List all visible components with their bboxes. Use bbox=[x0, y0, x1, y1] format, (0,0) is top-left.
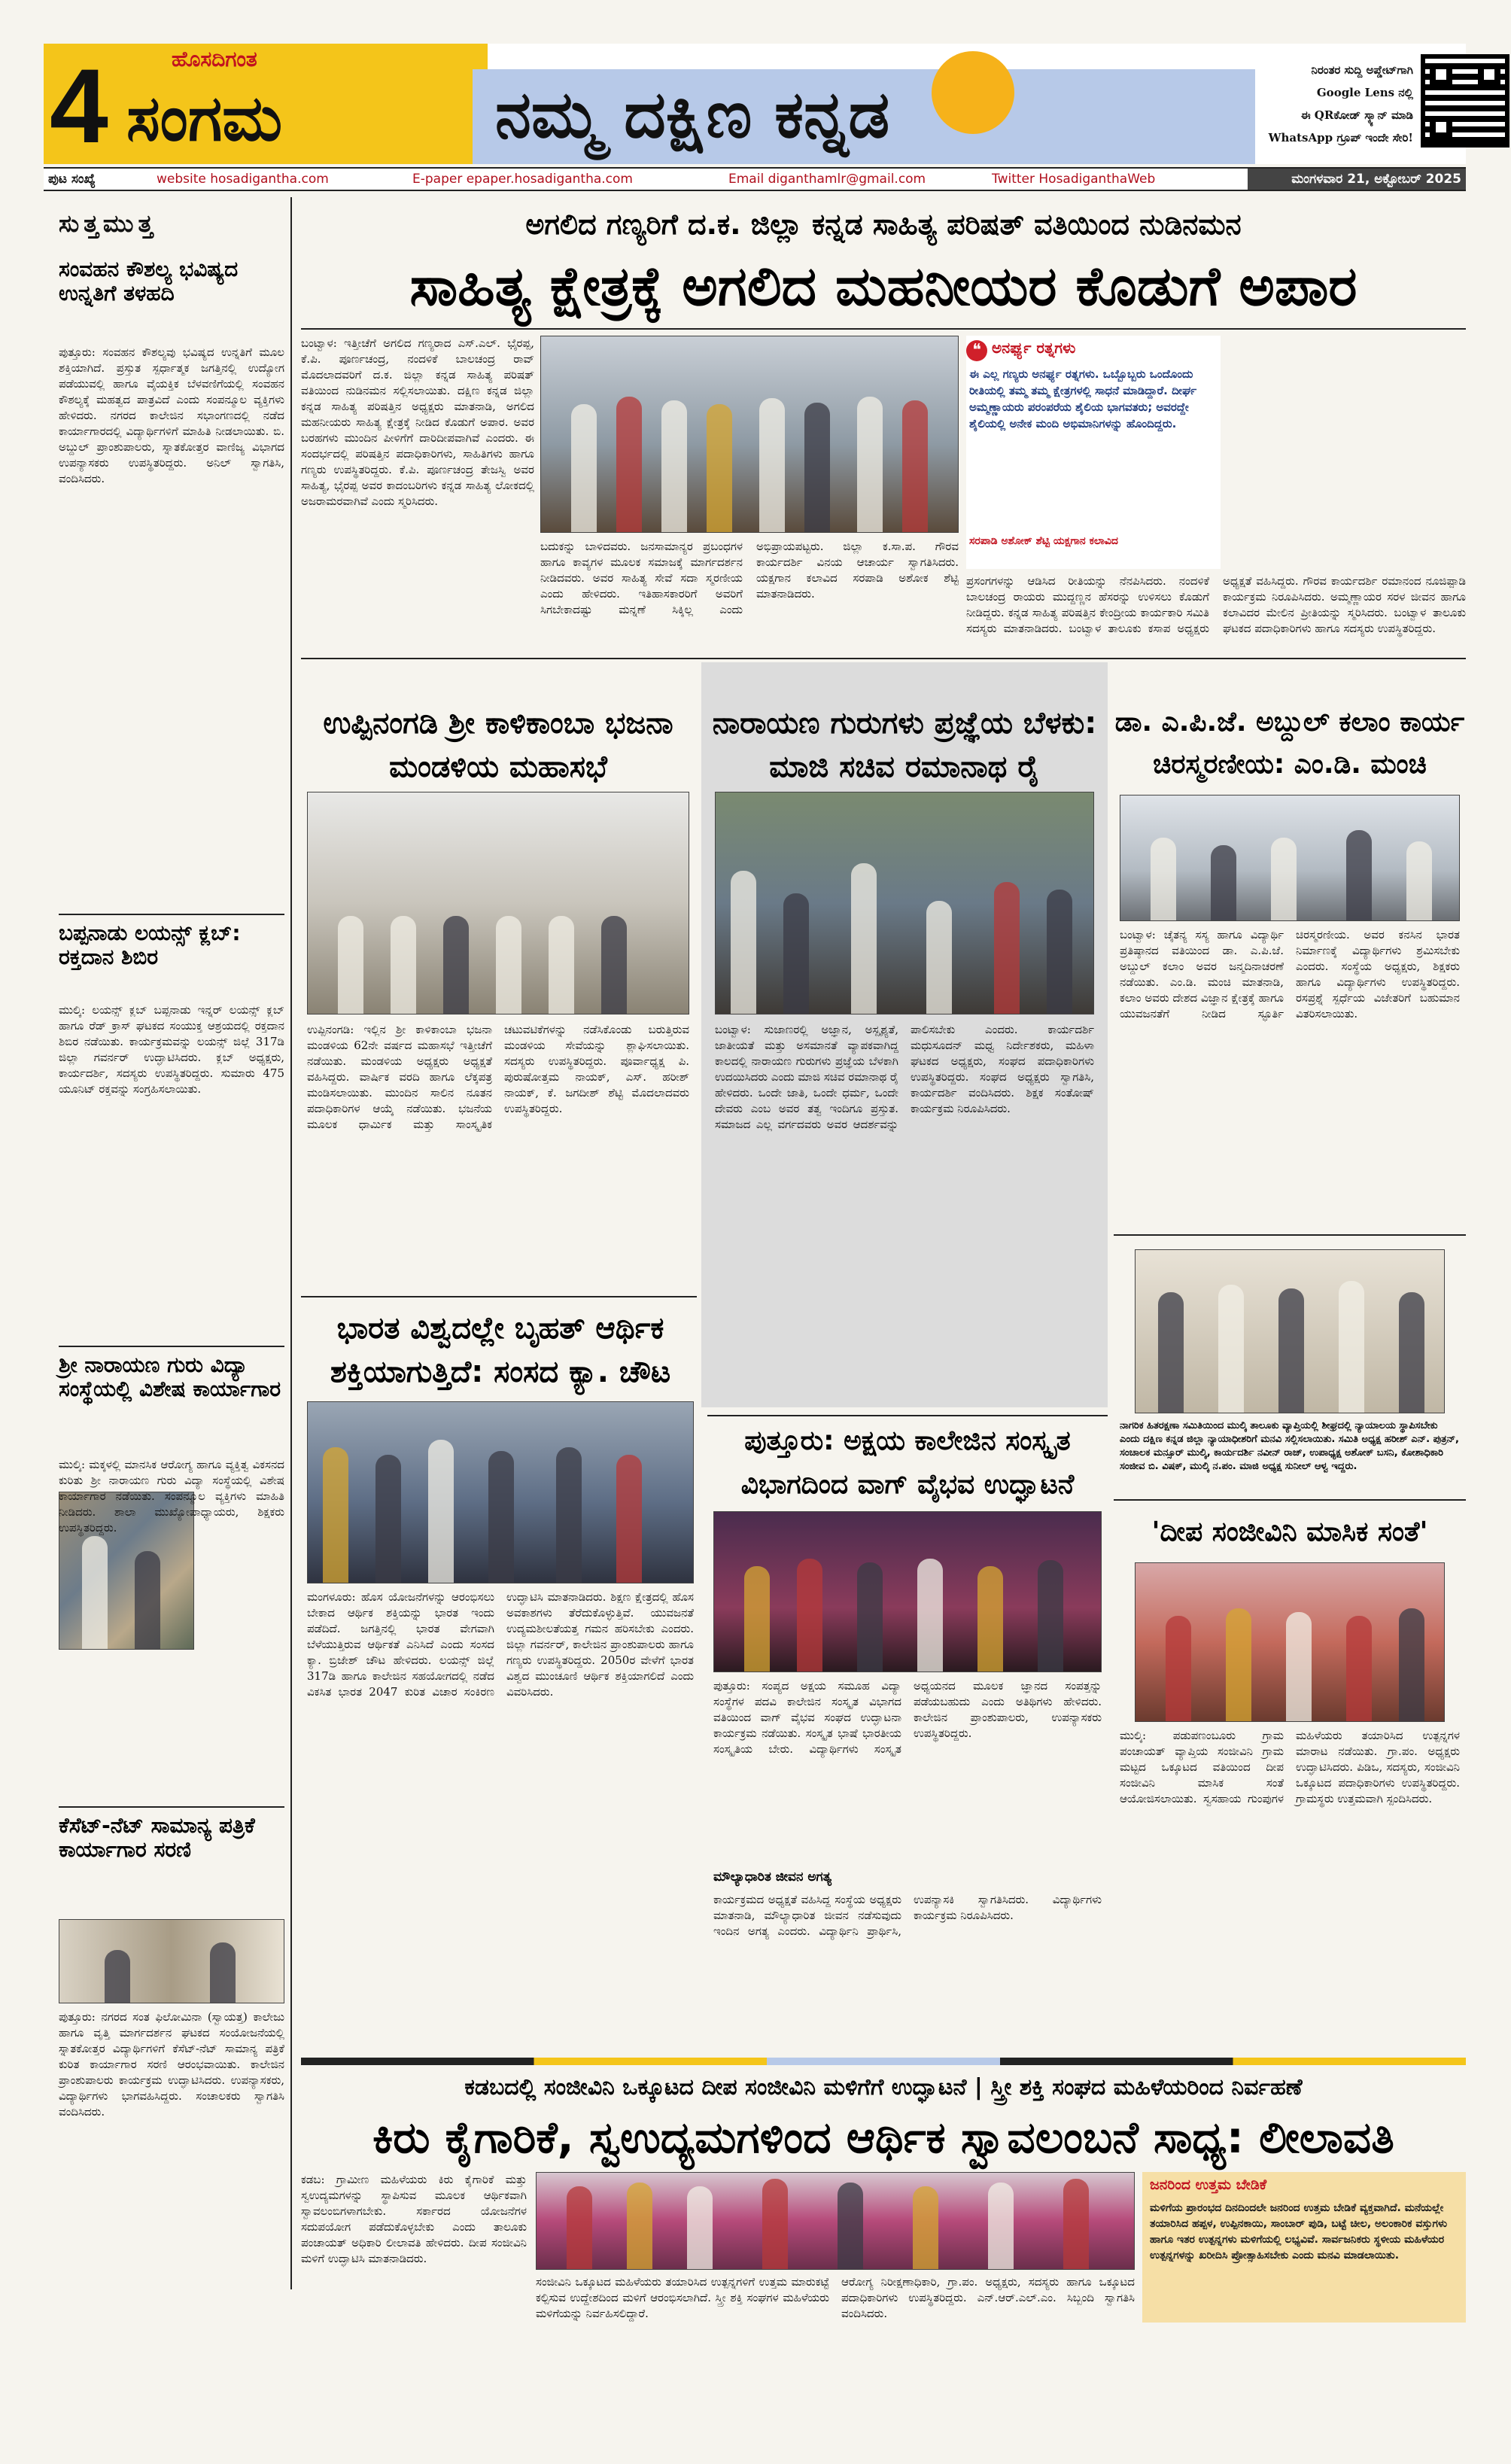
story-headline: ಕೆಸೆಟ್-ನೆಟ್ ಸಾಮಾನ್ಯ ಪತ್ರಿಕೆ ಕಾರ್ಯಾಗಾರ ಸರಣಿ bbox=[59, 1813, 255, 1863]
twitter-link[interactable]: Twitter HosadiganthaWeb bbox=[992, 172, 1156, 187]
story-court bbox=[1114, 1234, 1466, 1499]
story-headline: ಬಪ್ಪನಾಡು ಲಯನ್ಸ್ ಕ್ಲಬ್: ರಕ್ತದಾನ ಶಿಬಿರ bbox=[59, 920, 241, 970]
bottom-body-c: ಆರೋಗ್ಯ ನಿರೀಕ್ಷಣಾಧಿಕಾರಿ, ಗ್ರಾ.ಪಂ. ಅಧ್ಯಕ್ಷರು, ಸದಸ್ಯರು ಹಾಗೂ ಒಕ್ಕೂಟದ ಪದಾಧಿಕಾರಿಗಳು ಉಪಸ್ಥಿತರಿದ್ದರು. ಎನ್.ಆರ್.ಎಲ್.ಎಂ. ಸಿಬ್ಬಂದಿ ಸ್ವಾಗತಿಸಿ ವಂದಿಸಿದರು. bbox=[841, 2275, 1135, 2320]
bottom-body-b: ಸಂಜೀವಿನಿ ಒಕ್ಕೂಟದ ಮಹಿಳೆಯರು ತಯಾರಿಸಿದ ಉತ್ಪನ್ನಗಳಿಗೆ ಉತ್ತಮ ಮಾರುಕಟ್ಟೆ ಕಲ್ಪಿಸುವ ಉದ್ದೇಶದಿಂದ ಮಳಿಗೆ ಆರಂಭಿಸಲಾಗಿದೆ. ಸ್ತ್ರೀ ಶಕ್ತಿ ಸಂಘಗಳ ಮಹಿಳೆಯರು ಮಳಿಗೆಯನ್ನು ನಿರ್ವಹಿಸಲಿದ್ದಾರೆ. bbox=[536, 2275, 829, 2320]
demand-box-title: ಜನರಿಂದ ಉತ್ತಮ ಬೇಡಿಕೆ bbox=[1150, 2177, 1267, 2193]
website-link[interactable]: website hosadigantha.com bbox=[157, 172, 329, 187]
story-body: ಪುತ್ತೂರು: ನಗರದ ಸಂತ ಫಿಲೋಮಿನಾ (ಸ್ವಾಯತ್ತ) ಕಾಲೇಜು ಹಾಗೂ ವೃತ್ತಿ ಮಾರ್ಗದರ್ಶನ ಘಟಕದ ಸಂಯೋಜನೆಯಲ್ಲಿ ಸ್ನಾತಕೋತ್ತರ ವಿದ್ಯಾರ್ಥಿಗಳಿಗೆ ಕೆಸೆಟ್-ನೆಟ್ ಸಾಮಾನ್ಯ ಪತ್ರಿಕೆ ಕುರಿತ ಕಾರ್ಯಾಗಾರ ಸರಣಿ ಆರಂಭವಾಯಿತು. ಕಾಲೇಜಿನ ಪ್ರಾಂಶುಪಾಲರು ಕಾರ್ಯಕ್ರಮ ಉದ್ಘಾಟಿಸಿದರು. ಉಪನ್ಯಾಸಕರು, ವಿದ್ಯಾರ್ಥಿಗಳು ಭಾಗವಹಿಸಿದ್ದರು. ಸಂಚಾಲಕರು ಸ್ವಾಗತಿಸಿ ವಂದಿಸಿದರು. bbox=[59, 2010, 284, 2119]
story-body-2: ಕಾರ್ಯಕ್ರಮದ ಅಧ್ಯಕ್ಷತೆ ವಹಿಸಿದ್ದ ಸಂಸ್ಥೆಯ ಅಧ್ಯಕ್ಷರು ಮಾತನಾಡಿ, ಮೌಲ್ಯಾಧಾರಿತ ಜೀವನ ನಡೆಸುವುದು ಇಂದಿನ ಅಗತ್ಯ ಎಂದರು. ವಿದ್ಯಾರ್ಥಿನಿ ಪ್ರಾರ್ಥಿಸಿ, ಉಪನ್ಯಾಸಕಿ ಸ್ವಾಗತಿಸಿದರು. ವಿದ್ಯಾರ್ಥಿಗಳು ಕಾರ್ಯಕ್ರಮ ನಿರೂಪಿಸಿದರು. bbox=[713, 1893, 1102, 1938]
lead-body-b: ಬದುಕನ್ನು ಬಾಳಿದವರು. ಜನಸಾಮಾನ್ಯರ ಪ್ರಬಂಧಗಳ ಹಾಗೂ ಕಾವ್ಯಗಳ ಮೂಲಕ ಸಮಾಜಕ್ಕೆ ಮಾರ್ಗದರ್ಶನ ನೀಡಿದವರು. ಅವರ ಸಾಹಿತ್ಯ ಸೇವೆ ಸದಾ ಸ್ಮರಣೀಯ ಎಂದು ಹೇಳಿದರು. ಇತಿಹಾಸಕಾರರಿಗೆ ಅವರಿಗೆ ಸಿಗಬೇಕಾದಷ್ಟು ಮನ್ನಣೆ ಸಿಕ್ಕಿಲ್ಲ ಎಂದು ಅಭಿಪ್ರಾಯಪಟ್ಟರು. ಜಿಲ್ಲಾ ಕ.ಸಾ.ಪ. ಗೌರವ ಕಾರ್ಯದರ್ಶಿ ವಿನಯ ಆಚಾರ್ಯ ಸ್ವಾಗತಿಸಿದರು. ಯಕ್ಷಗಾನ ಕಲಾವಿದ ಸರಪಾಡಿ ಅಶೋಕ ಶೆಟ್ಟಿ ಮಾತನಾಡಿದರು. bbox=[540, 540, 959, 616]
story-headline: ಉಪ್ಪಿನಂಗಡಿ ಶ್ರೀ ಕಾಳಿಕಾಂಬಾ ಭಜನಾ ಮಂಡಳಿಯ ಮಹಾಸಭೆ bbox=[323, 706, 673, 784]
promo-box bbox=[1263, 59, 1413, 157]
story-body: ಬಂಟ್ವಾಳ: ಸುಜಾಣರಲ್ಲಿ ಅಜ್ಞಾನ, ಅಸ್ಪೃಶ್ಯತೆ, ಜಾತೀಯತೆ ಮತ್ತು ಅಸಮಾನತೆ ವ್ಯಾಪಕವಾಗಿದ್ದ ಕಾಲದಲ್ಲಿ ನಾರಾಯಣ ಗುರುಗಳು ಪ್ರಜ್ಞೆಯ ಬೆಳಕಾಗಿ ಉದಯಿಸಿದರು ಎಂದು ಮಾಜಿ ಸಚಿವ ರಮಾನಾಥ ರೈ ಹೇಳಿದರು. ಒಂದೇ ಜಾತಿ, ಒಂದೇ ಧರ್ಮ, ಒಂದೇ ದೇವರು ಎಂಬ ಅವರ ತತ್ವ ಇಂದಿಗೂ ಪ್ರಸ್ತುತ. ಸಮಾಜದ ಎಲ್ಲ ವರ್ಗದವರು ಅವರ ಆದರ್ಶವನ್ನು ಪಾಲಿಸಬೇಕು ಎಂದರು. ಕಾರ್ಯದರ್ಶಿ ಮಧುಸೂದನ್ ಮಧ್ವ ನಿರ್ದೇಶಕರು, ಮಹಿಳಾ ಘಟಕದ ಅಧ್ಯಕ್ಷರು, ಸಂಘದ ಪದಾಧಿಕಾರಿಗಳು ಉಪಸ್ಥಿತರಿದ್ದರು. ಸಂಘದ ಅಧ್ಯಕ್ಷರು ಸ್ವಾಗತಿಸಿ, ಕಾರ್ಯದರ್ಶಿ ವಂದಿಸಿದರು. ಶಿಕ್ಷಕ ಸಂತೋಷ್ ಕಾರ್ಯಕ್ರಮ ನಿರೂಪಿಸಿದರು. bbox=[715, 1023, 1094, 1131]
lead-body-a: ಬಂಟ್ವಾಳ: ಇತ್ತೀಚೆಗೆ ಅಗಲಿದ ಗಣ್ಯರಾದ ಎಸ್.ಎಲ್. ಭೈರಪ್ಪ, ಕೆ.ಪಿ. ಪೂರ್ಣಚಂದ್ರ, ನಂದಳಿಕೆ ಬಾಲಚಂದ್ರ ರಾವ್ ಮೊದಲಾದವರಿಗೆ ದ.ಕ. ಜಿಲ್ಲಾ ಕನ್ನಡ ಸಾಹಿತ್ಯ ಪರಿಷತ್ ವತಿಯಿಂದ ನುಡಿನಮನ ಸಲ್ಲಿಸಲಾಯಿತು. ದಕ್ಷಿಣ ಕನ್ನಡ ಜಿಲ್ಲಾ ಕನ್ನಡ ಸಾಹಿತ್ಯ ಪರಿಷತ್ತಿನ ಅಧ್ಯಕ್ಷರು ಮಾತನಾಡಿ, ಅಗಲಿದ ಮಹನೀಯರು ಸಾಹಿತ್ಯ ಕ್ಷೇತ್ರಕ್ಕೆ ನೀಡಿದ ಕೊಡುಗೆ ಅಪಾರ. ಅವರ ಬರಹಗಳು ಮುಂದಿನ ಪೀಳಿಗೆಗೆ ದಾರಿದೀಪವಾಗಿವೆ ಎಂದರು. ಈ ಸಂದರ್ಭದಲ್ಲಿ ಪರಿಷತ್ತಿನ ಪದಾಧಿಕಾರಿಗಳು, ಸಾಹಿತಿಗಳು ಹಾಗೂ ಗಣ್ಯರು ಉಪಸ್ಥಿತರಿದ್ದರು. ಕೆ.ಪಿ. ಪೂರ್ಣಚಂದ್ರ ತೇಜಸ್ವಿ ಅವರ ಸಾಹಿತ್ಯ, ಭೈರಪ್ಪ ಅವರ ಕಾದಂಬರಿಗಳು ಕನ್ನಡ ಸಾಹಿತ್ಯ ಲೋಕದಲ್ಲಿ ಅಜರಾಮರವಾಗಿವೆ ಎಂದು ಸ್ಮರಿಸಿದರು. bbox=[301, 336, 534, 508]
story-ramanath bbox=[701, 662, 1108, 1407]
lead-photo bbox=[540, 336, 959, 533]
promo-line: ನಿರಂತರ ಸುದ್ದಿ ಅಪ್ಡೇಟ್‌ಗಾಗಿ bbox=[1311, 63, 1413, 77]
story-body: ಉಪ್ಪಿನಂಗಡಿ: ಇಲ್ಲಿನ ಶ್ರೀ ಕಾಳಿಕಾಂಬಾ ಭಜನಾ ಮಂಡಳಿಯ 62ನೇ ವರ್ಷದ ಮಹಾಸಭೆ ಇತ್ತೀಚೆಗೆ ನಡೆಯಿತು. ಮಂಡಳಿಯ ಅಧ್ಯಕ್ಷರು ಅಧ್ಯಕ್ಷತೆ ವಹಿಸಿದ್ದರು. ವಾರ್ಷಿಕ ವರದಿ ಹಾಗೂ ಲೆಕ್ಕಪತ್ರ ಮಂಡಿಸಲಾಯಿತು. ಮುಂದಿನ ಸಾಲಿನ ನೂತನ ಪದಾಧಿಕಾರಿಗಳ ಆಯ್ಕೆ ನಡೆಯಿತು. ಭಜನೆಯ ಮೂಲಕ ಧಾರ್ಮಿಕ ಮತ್ತು ಸಾಂಸ್ಕೃತಿಕ ಚಟುವಟಿಕೆಗಳನ್ನು ನಡೆಸಿಕೊಂಡು ಬರುತ್ತಿರುವ ಮಂಡಳಿಯ ಸೇವೆಯನ್ನು ಶ್ಲಾಘಿಸಲಾಯಿತು. ಸದಸ್ಯರು ಉಪಸ್ಥಿತರಿದ್ದರು. ಪೂರ್ವಾಧ್ಯಕ್ಷ ಪಿ. ಪುರುಷೋತ್ತಮ ನಾಯಕ್, ಎಸ್. ಹರೀಶ್ ನಾಯಕ್, ಕೆ. ಜಗದೀಶ್ ಶೆಟ್ಟಿ ಮೊದಲಾದವರು ಉಪಸ್ಥಿತರಿದ್ದರು. bbox=[307, 1023, 689, 1131]
market-stall-photo bbox=[1135, 1562, 1445, 1722]
demand-box bbox=[1142, 2172, 1466, 2323]
story-headline: ಪುತ್ತೂರು: ಅಕ್ಷಯ ಕಾಲೇಜಿನ ಸಂಸ್ಕೃತ ವಿಭಾಗದಿಂದ ವಾಗ್ ವೈಭವ ಉದ್ಘಾಟನೆ bbox=[740, 1425, 1075, 1500]
epaper-link[interactable]: E-paper epaper.hosadigantha.com bbox=[412, 172, 633, 187]
story-chowta bbox=[301, 1299, 700, 2052]
story-body: ಮಂಗಳೂರು: ಹೊಸ ಯೋಜನೆಗಳನ್ನು ಆರಂಭಿಸಲು ಬೇಕಾದ ಆರ್ಥಿಕ ಶಕ್ತಿಯನ್ನು ಭಾರತ ಇಂದು ಪಡೆದಿದೆ. ಜಗತ್ತಿನಲ್ಲಿ ಭಾರತ ವೇಗವಾಗಿ ಬೆಳೆಯುತ್ತಿರುವ ಆರ್ಥಿಕತೆ ಎನಿಸಿದೆ ಎಂದು ಸಂಸದ ಕ್ಯಾ. ಬ್ರಿಜೇಶ್ ಚೌಟ ಹೇಳಿದರು. ಲಯನ್ಸ್ ಜಿಲ್ಲೆ 317ಡಿ ಹಾಗೂ ಕಾಲೇಜಿನ ಸಹಯೋಗದಲ್ಲಿ ನಡೆದ ವಿಕಸಿತ ಭಾರತ 2047 ಕುರಿತ ವಿಚಾರ ಸಂಕಿರಣ ಉದ್ಘಾಟಿಸಿ ಮಾತನಾಡಿದರು. ಶಿಕ್ಷಣ ಕ್ಷೇತ್ರದಲ್ಲಿ ಹೊಸ ಅವಕಾಶಗಳು ತೆರೆದುಕೊಳ್ಳುತ್ತಿವೆ. ಯುವಜನತೆ ಉದ್ಯಮಶೀಲತೆಯತ್ತ ಗಮನ ಹರಿಸಬೇಕು ಎಂದರು. ಜಿಲ್ಲಾ ಗವರ್ನರ್, ಕಾಲೇಜಿನ ಪ್ರಾಂಶುಪಾಲರು ಹಾಗೂ ಗಣ್ಯರು ಉಪಸ್ಥಿತರಿದ್ದರು. 2050ರ ವೇಳೆಗೆ ಭಾರತ ವಿಶ್ವದ ಮುಂಚೂಣಿ ಆರ್ಥಿಕ ಶಕ್ತಿಯಾಗಲಿದೆ ಎಂದು ವಿವರಿಸಿದರು. bbox=[307, 1590, 694, 1699]
masthead bbox=[44, 44, 1466, 164]
memorandum-photo bbox=[1135, 1249, 1445, 1413]
quote-box bbox=[966, 336, 1221, 569]
issue-date: ಮಂಗಳವಾರ 21, ಅಕ್ಟೋಬರ್ 2025 bbox=[1248, 169, 1466, 190]
quote-author: ಸರಪಾಡಿ ಅಶೋಕ್ ಶೆಟ್ಟಿ ಯಕ್ಷಗಾನ ಕಲಾವಿದ bbox=[969, 535, 1118, 547]
story-body: ಬಂಟ್ವಾಳ: ಚೈತನ್ಯ ಸಸ್ಯ ಹಾಗೂ ವಿದ್ಯಾರ್ಥಿ ಪ್ರತಿಷ್ಠಾನದ ವತಿಯಿಂದ ಡಾ. ಎ.ಪಿ.ಜೆ. ಅಬ್ದುಲ್ ಕಲಾಂ ಅವರ ಜನ್ಮದಿನಾಚರಣೆ ನಡೆಯಿತು. ಎಂ.ಡಿ. ಮಂಚಿ ಮಾತನಾಡಿ, ಕಲಾಂ ಅವರು ದೇಶದ ವಿಜ್ಞಾನ ಕ್ಷೇತ್ರಕ್ಕೆ ಹಾಗೂ ಯುವಜನತೆಗೆ ನೀಡಿದ ಸ್ಫೂರ್ತಿ ಚಿರಸ್ಮರಣೀಯ. ಅವರ ಕನಸಿನ ಭಾರತ ನಿರ್ಮಾಣಕ್ಕೆ ವಿದ್ಯಾರ್ಥಿಗಳು ಶ್ರಮಿಸಬೇಕು ಎಂದರು. ಸಂಸ್ಥೆಯ ಅಧ್ಯಕ್ಷರು, ಶಿಕ್ಷಕರು ಹಾಗೂ ವಿದ್ಯಾರ್ಥಿಗಳು ಉಪಸ್ಥಿತರಿದ್ದರು. ರಸಪ್ರಶ್ನೆ ಸ್ಪರ್ಧೆಯ ವಿಜೇತರಿಗೆ ಬಹುಮಾನ ವಿತರಿಸಲಾಯಿತು. bbox=[1120, 928, 1460, 1021]
story-headline: ಡಾ. ಎ.ಪಿ.ಜೆ. ಅಬ್ದುಲ್ ಕಲಾಂ ಕಾರ್ಯ ಚಿರಸ್ಮರಣೀಯ: ಎಂ.ಡಿ. ಮಂಚಿ bbox=[1114, 707, 1465, 780]
promo-line: ಈ QRಕೋಡ್ ಸ್ಕ್ಯಾನ್ ಮಾಡಿ bbox=[1300, 108, 1413, 122]
promo-line: Google Lens ನಲ್ಲಿ bbox=[1316, 86, 1413, 99]
page-number: 4 bbox=[50, 47, 108, 165]
story-body: ಮುಲ್ಕಿ: ಲಯನ್ಸ್ ಕ್ಲಬ್ ಬಪ್ಪನಾಡು ಇನ್ನರ್ ಲಯನ್ಸ್ ಕ್ಲಬ್ ಹಾಗೂ ರೆಡ್ ಕ್ರಾಸ್ ಘಟಕದ ಸಂಯುಕ್ತ ಆಶ್ರಯದಲ್ಲಿ ರಕ್ತದಾನ ಶಿಬಿರ ನಡೆಯಿತು. ಕಾರ್ಯಕ್ರಮವನ್ನು ಲಯನ್ಸ್ ಜಿಲ್ಲೆ 317ಡಿ ಜಿಲ್ಲಾ ಗವರ್ನರ್ ಉದ್ಘಾಟಿಸಿದರು. ಕ್ಲಬ್ ಅಧ್ಯಕ್ಷರು, ಕಾರ್ಯದರ್ಶಿ, ಸದಸ್ಯರು ಉಪಸ್ಥಿತರಿದ್ದರು. ಸುಮಾರು 475 ಯೂನಿಟ್ ರಕ್ತವನ್ನು ಸಂಗ್ರಹಿಸಲಾಯಿತು. bbox=[59, 1003, 284, 1096]
qr-code-icon[interactable] bbox=[1421, 54, 1509, 148]
story-headline: ಭಾರತ ವಿಶ್ವದಲ್ಲೇ ಬೃಹತ್ ಆರ್ಥಿಕ ಶಕ್ತಿಯಾಗುತ್ತಿದೆ: ಸಂಸದ ಕ್ಯಾ. ಚೌಟ bbox=[330, 1311, 671, 1389]
seminar-photo bbox=[59, 1919, 284, 2003]
brand-small: ಹೊಸದಿಗಂತ bbox=[172, 47, 257, 71]
stage-photo bbox=[713, 1511, 1102, 1672]
info-bar bbox=[44, 167, 1466, 191]
quote-icon: ❝ bbox=[966, 340, 987, 361]
story-body: ಪುತ್ತೂರು: ಸಂಪ್ಯದ ಅಕ್ಷಯ ಸಮೂಹ ವಿದ್ಯಾ ಸಂಸ್ಥೆಗಳ ಪದವಿ ಕಾಲೇಜಿನ ಸಂಸ್ಕೃತ ವಿಭಾಗದ ವತಿಯಿಂದ ವಾಗ್ ವೈಭವ ಸಂಘದ ಉದ್ಘಾಟನಾ ಕಾರ್ಯಕ್ರಮ ನಡೆಯಿತು. ಸಂಸ್ಕೃತ ಭಾಷೆ ಭಾರತೀಯ ಸಂಸ್ಕೃತಿಯ ಬೇರು. ವಿದ್ಯಾರ್ಥಿಗಳು ಸಂಸ್ಕೃತ ಅಧ್ಯಯನದ ಮೂಲಕ ಜ್ಞಾನದ ಸಂಪತ್ತನ್ನು ಪಡೆಯಬಹುದು ಎಂದು ಅತಿಥಿಗಳು ಹೇಳಿದರು. ಕಾಲೇಜಿನ ಪ್ರಾಂಶುಪಾಲರು, ಉಪನ್ಯಾಸಕರು ಉಪಸ್ಥಿತರಿದ್ದರು. bbox=[713, 1679, 1102, 1756]
email-link[interactable]: Email diganthamlr@gmail.com bbox=[728, 172, 926, 187]
court-caption: ನಾಗರಿಕ ಹಿತರಕ್ಷಣಾ ಸಮಿತಿಯಿಂದ ಮುಲ್ಕಿ ತಾಲೂಕು ವ್ಯಾಪ್ತಿಯಲ್ಲಿ ಶೀಘ್ರದಲ್ಲಿ ನ್ಯಾಯಾಲಯ ಸ್ಥಾಪಿಸಬೇಕು ಎಂದು ದಕ್ಷಿಣ ಕನ್ನಡ ಜಿಲ್ಲಾ ನ್ಯಾಯಾಧೀಶರಿಗೆ ಮನವಿ ಸಲ್ಲಿಸಲಾಯಿತು. ಸಮಿತಿ ಅಧ್ಯಕ್ಷ ಹರೀಶ್ ಎನ್. ಪುತ್ರನ್, ಸಂಚಾಲಕ ಮನ್ಸೂರ್ ಮುಲ್ಕಿ, ಕಾರ್ಯದರ್ಶಿ ನವೀನ್ ರಾಜ್, ಉಪಾಧ್ಯಕ್ಷ ಅಶೋಕ್ ಬಸನಿ, ಕೋಶಾಧಿಕಾರಿ ಸಂಜೀವ ಬಿ. ವಿಷಕ್, ಮುಲ್ಕಿ ನ.ಪಂ. ಮಾಜಿ ಅಧ್ಯಕ್ಷ ಸುನೀಲ್ ಆಳ್ವ ಇದ್ದರು. bbox=[1120, 1420, 1459, 1472]
section-title: ನಮ್ಮ ದಕ್ಷಿಣ ಕನ್ನಡ bbox=[495, 78, 890, 153]
story-headline: 'ದೀಪ ಸಂಜೀವಿನಿ ಮಾಸಿಕ ಸಂತೆ' bbox=[1151, 1516, 1428, 1547]
story-kalam bbox=[1114, 662, 1466, 1234]
bottom-body-a: ಕಡಬ: ಗ್ರಾಮೀಣ ಮಹಿಳೆಯರು ಕಿರು ಕೈಗಾರಿಕೆ ಮತ್ತು ಸ್ವಉದ್ಯಮಗಳನ್ನು ಸ್ಥಾಪಿಸುವ ಮೂಲಕ ಆರ್ಥಿಕವಾಗಿ ಸ್ವಾವಲಂಬಿಗಳಾಗಬೇಕು. ಸರ್ಕಾರದ ಯೋಜನೆಗಳ ಸದುಪಯೋಗ ಪಡೆದುಕೊಳ್ಳಬೇಕು ಎಂದು ತಾಲೂಕು ಪಂಚಾಯತ್ ಅಧಿಕಾರಿ ಲೀಲಾವತಿ ಹೇಳಿದರು. ದೀಪ ಸಂಜೀವಿನಿ ಮಳಿಗೆ ಉದ್ಘಾಟಿಸಿ ಮಾತನಾಡಿದರು. bbox=[301, 2173, 527, 2265]
story-kalikamba bbox=[301, 662, 695, 1293]
demand-box-body: ಮಳಿಗೆಯ ಪ್ರಾರಂಭದ ದಿನದಿಂದಲೇ ಜನರಿಂದ ಉತ್ತಮ ಬೇಡಿಕೆ ವ್ಯಕ್ತವಾಗಿದೆ. ಮನೆಯಲ್ಲೇ ತಯಾರಿಸಿದ ಹಪ್ಪಳ, ಉಪ್ಪಿನಕಾಯಿ, ಸಾಂಬಾರ್ ಪುಡಿ, ಬಟ್ಟೆ ಚೀಲ, ಅಲಂಕಾರಿಕ ವಸ್ತುಗಳು ಹಾಗೂ ಇತರ ಉತ್ಪನ್ನಗಳು ಮಳಿಗೆಯಲ್ಲಿ ಲಭ್ಯವಿವೆ. ಸಾರ್ವಜನಿಕರು ಸ್ಥಳೀಯ ಮಹಿಳೆಯರ ಉತ್ಪನ್ನಗಳನ್ನು ಖರೀದಿಸಿ ಪ್ರೋತ್ಸಾಹಿಸಬೇಕು ಎಂದು ಮನವಿ ಮಾಡಲಾಯಿತು. bbox=[1150, 2202, 1448, 2262]
story-body: ಮುಲ್ಕಿ: ಪಡುಪಣಂಬೂರು ಗ್ರಾಮ ಪಂಚಾಯತ್ ವ್ಯಾಪ್ತಿಯ ಸಂಜೀವಿನಿ ಗ್ರಾಮ ಮಟ್ಟದ ಒಕ್ಕೂಟದ ವತಿಯಿಂದ ದೀಪ ಸಂಜೀವಿನಿ ಮಾಸಿಕ ಸಂತೆ ಆಯೋಜಿಸಲಾಯಿತು. ಸ್ವಸಹಾಯ ಗುಂಪುಗಳ ಮಹಿಳೆಯರು ತಯಾರಿಸಿದ ಉತ್ಪನ್ನಗಳ ಮಾರಾಟ ನಡೆಯಿತು. ಗ್ರಾ.ಪಂ. ಅಧ್ಯಕ್ಷರು ಉದ್ಘಾಟಿಸಿದರು. ಪಿಡಿಒ, ಸದಸ್ಯರು, ಸಂಜೀವಿನಿ ಒಕ್ಕೂಟದ ಪದಾಧಿಕಾರಿಗಳು ಉಪಸ್ಥಿತರಿದ್ದರು. ಗ್ರಾಮಸ್ಥರು ಉತ್ತಮವಾಗಿ ಸ್ಪಂದಿಸಿದರು. bbox=[1120, 1729, 1460, 1805]
page-label: ಪುಟ ಸಂಖ್ಯೆ bbox=[48, 172, 96, 187]
column-label: ಸುತ್ತಮುತ್ತ bbox=[59, 209, 158, 238]
lead-kicker: ಅಗಲಿದ ಗಣ್ಯರಿಗೆ ದ.ಕ. ಜಿಲ್ಲಾ ಕನ್ನಡ ಸಾಹಿತ್ಯ ಪರಿಷತ್ ವತಿಯಿಂದ ನುಡಿನಮನ bbox=[525, 208, 1242, 241]
story-akshaya bbox=[707, 1415, 1108, 2052]
speaker-photo bbox=[715, 792, 1094, 1014]
bottom-headline: ಕಿರು ಕೈಗಾರಿಕೆ, ಸ್ವಉದ್ಯಮಗಳಿಂದ ಆರ್ಥಿಕ ಸ್ವಾವಲಂಬನೆ ಸಾಧ್ಯ: ಲೀಲಾವತಿ bbox=[372, 2112, 1394, 2163]
story-headline: ಶ್ರೀ ನಾರಾಯಣ ಗುರು ವಿದ್ಯಾ ಸಂಸ್ಥೆಯಲ್ಲಿ ವಿಶೇಷ ಕಾರ್ಯಾಗಾರ bbox=[59, 1352, 281, 1402]
story-body: ಪುತ್ತೂರು: ಸಂವಹನ ಕೌಶಲ್ಯವು ಭವಿಷ್ಯದ ಉನ್ನತಿಗೆ ಮೂಲ ಶಕ್ತಿಯಾಗಿದೆ. ಪ್ರಸ್ತುತ ಸ್ಪರ್ಧಾತ್ಮಕ ಜಗತ್ತಿನಲ್ಲಿ ಉದ್ಯೋಗ ಪಡೆಯುವಲ್ಲಿ ಹಾಗೂ ವೈಯಕ್ತಿಕ ಬೆಳವಣಿಗೆಯಲ್ಲಿ ಸಂವಹನ ಕೌಶಲ್ಯಕ್ಕೆ ಮಹತ್ವದ ಪಾತ್ರವಿದೆ ಎಂದು ಸಂಪನ್ಮೂಲ ವ್ಯಕ್ತಿಗಳು ಹೇಳಿದರು. ನಗರದ ಕಾಲೇಜಿನ ಸಭಾಂಗಣದಲ್ಲಿ ನಡೆದ ಕಾರ್ಯಾಗಾರದಲ್ಲಿ ವಿದ್ಯಾರ್ಥಿಗಳಿಗೆ ಮಾಹಿತಿ ನೀಡಲಾಯಿತು. ಬಿ. ಅಬ್ದುಲ್ ಪ್ರಾಂಶುಪಾಲರು, ಸ್ನಾತಕೋತ್ತರ ವಾಣಿಜ್ಯ ವಿಭಾಗದ ಉಪನ್ಯಾಸಕರು ಉಪಸ್ಥಿತರಿದ್ದರು. ಅನಿಲ್ ಸ್ವಾಗತಿಸಿ, ವಂದಿಸಿದರು. bbox=[59, 345, 284, 485]
quote-box-title: ಅನರ್ಘ್ಯ ರತ್ನಗಳು bbox=[992, 339, 1076, 357]
lead-body-c: ಪ್ರಸಂಗಗಳನ್ನು ಆಡಿಸಿದ ರೀತಿಯನ್ನು ನೆನಪಿಸಿದರು. ನಂದಳಿಕೆ ಬಾಲಚಂದ್ರ ರಾಯರು ಮುದ್ದಣ್ಣನ ಹೆಸರನ್ನು ಉಳಿಸಲು ಕೊಡುಗೆ ನೀಡಿದ್ದರು. ಕನ್ನಡ ಸಾಹಿತ್ಯ ಪರಿಷತ್ತಿನ ಕೇಂದ್ರೀಯ ಕಾರ್ಯಕಾರಿ ಸಮಿತಿ ಸದಸ್ಯರು ಮಾತನಾಡಿದರು. ಬಂಟ್ವಾಳ ತಾಲೂಕು ಕಸಾಪ ಅಧ್ಯಕ್ಷರು ಅಧ್ಯಕ್ಷತೆ ವಹಿಸಿದ್ದರು. ಗೌರವ ಕಾರ್ಯದರ್ಶಿ ರಮಾನಂದ ನೂಜಿಪ್ಪಾಡಿ ಕಾರ್ಯಕ್ರಮ ನಿರೂಪಿಸಿದರು. ಅಮ್ಮಣ್ಣಾಯರ ಸರಳ ಜೀವನ ಹಾಗೂ ಕಲಾವಿದರ ಮೇಲಿನ ಪ್ರೀತಿಯನ್ನು ಸ್ಮರಿಸಿದರು. ಬಂಟ್ವಾಳ ತಾಲೂಕು ಘಟಕದ ಪದಾಧಿಕಾರಿಗಳು ಹಾಗೂ ಸದಸ್ಯರು ಉಪಸ್ಥಿತರಿದ್ದರು. bbox=[966, 574, 1466, 635]
meeting-photo bbox=[307, 792, 689, 1014]
color-strip bbox=[301, 2058, 1466, 2065]
promo-line: WhatsApp ಗ್ರೂಪ್ ಇಂದೇ ಸೇರಿ! bbox=[1268, 131, 1413, 144]
story-headline: ಸಂವಹನ ಕೌಶಲ್ಯ ಭವಿಷ್ಯದ ಉನ್ನತಿಗೆ ತಳಹದಿ bbox=[59, 257, 239, 306]
story-headline: ನಾರಾಯಣ ಗುರುಗಳು ಪ್ರಜ್ಞೆಯ ಬೆಳಕು: ಮಾಜಿ ಸಚಿವ ರಮಾನಾಥ ರೈ bbox=[712, 706, 1097, 784]
kalam-event-photo bbox=[1120, 795, 1460, 921]
bottom-kicker: ಕಡಬದಲ್ಲಿ ಸಂಜೀವಿನಿ ಒಕ್ಕೂಟದ ದೀಪ ಸಂಜೀವಿನಿ ಮಳಿಗೆಗೆ ಉದ್ಘಾಟನೆ | ಸ್ತ್ರೀ ಶಕ್ತಿ ಸಂಘದ ಮಹಿಳೆಯರಿಂದ ನಿರ್ವಹಣೆ bbox=[464, 2074, 1303, 2100]
quote-text: ಈ ಎಲ್ಲ ಗಣ್ಯರು ಅನರ್ಘ್ಯ ರತ್ನಗಳು. ಒಬ್ಬೊಬ್ಬರು ಒಂದೊಂದು ರೀತಿಯಲ್ಲಿ ತಮ್ಮ ತಮ್ಮ ಕ್ಷೇತ್ರಗಳಲ್ಲಿ ಸಾಧನೆ ಮಾಡಿದ್ದಾರೆ. ದೀರ್ಘ ಅಮ್ಮಣ್ಣಾಯರು ಪರಂಪರೆಯ ಶೈಲಿಯ ಭಾಗವತರು; ಅವರದ್ದೇ ಶೈಲಿಯಲ್ಲಿ ಅನೇಕ ಮಂದಿ ಅಭಿಮಾನಿಗಳನ್ನು ಹೊಂದಿದ್ದರು. bbox=[969, 367, 1197, 430]
inauguration-photo bbox=[536, 2172, 1135, 2270]
story-santhe bbox=[1114, 1499, 1466, 2052]
story-subhead: ಮೌಲ್ಯಾಧಾರಿತ ಜೀವನ ಅಗತ್ಯ bbox=[713, 1869, 832, 1885]
story-body: ಮುಲ್ಕಿ: ಮಕ್ಕಳಲ್ಲಿ ಮಾನಸಿಕ ಆರೋಗ್ಯ ಹಾಗೂ ವ್ಯಕ್ತಿತ್ವ ವಿಕಸನದ ಕುರಿತು ಶ್ರೀ ನಾರಾಯಣ ಗುರು ವಿದ್ಯಾ ಸಂಸ್ಥೆಯಲ್ಲಿ ವಿಶೇಷ ಕಾರ್ಯಾಗಾರ ನಡೆಯಿತು. ಸಂಪನ್ಮೂಲ ವ್ಯಕ್ತಿಗಳು ಮಾಹಿತಿ ನೀಡಿದರು. ಶಾಲಾ ಮುಖ್ಯೋಪಾಧ್ಯಾಯರು, ಶಿಕ್ಷಕರು ಉಪಸ್ಥಿತರಿದ್ದರು. bbox=[59, 1458, 284, 1535]
left-column bbox=[44, 197, 292, 2289]
brand-big: ಸಂಗಮ bbox=[126, 81, 283, 155]
lamp-lighting-photo bbox=[307, 1401, 694, 1583]
lead-headline: ಸಾಹಿತ್ಯ ಕ್ಷೇತ್ರಕ್ಕೆ ಅಗಲಿದ ಮಹನೀಯರ ಕೊಡುಗೆ ಅಪಾರ bbox=[409, 254, 1357, 318]
